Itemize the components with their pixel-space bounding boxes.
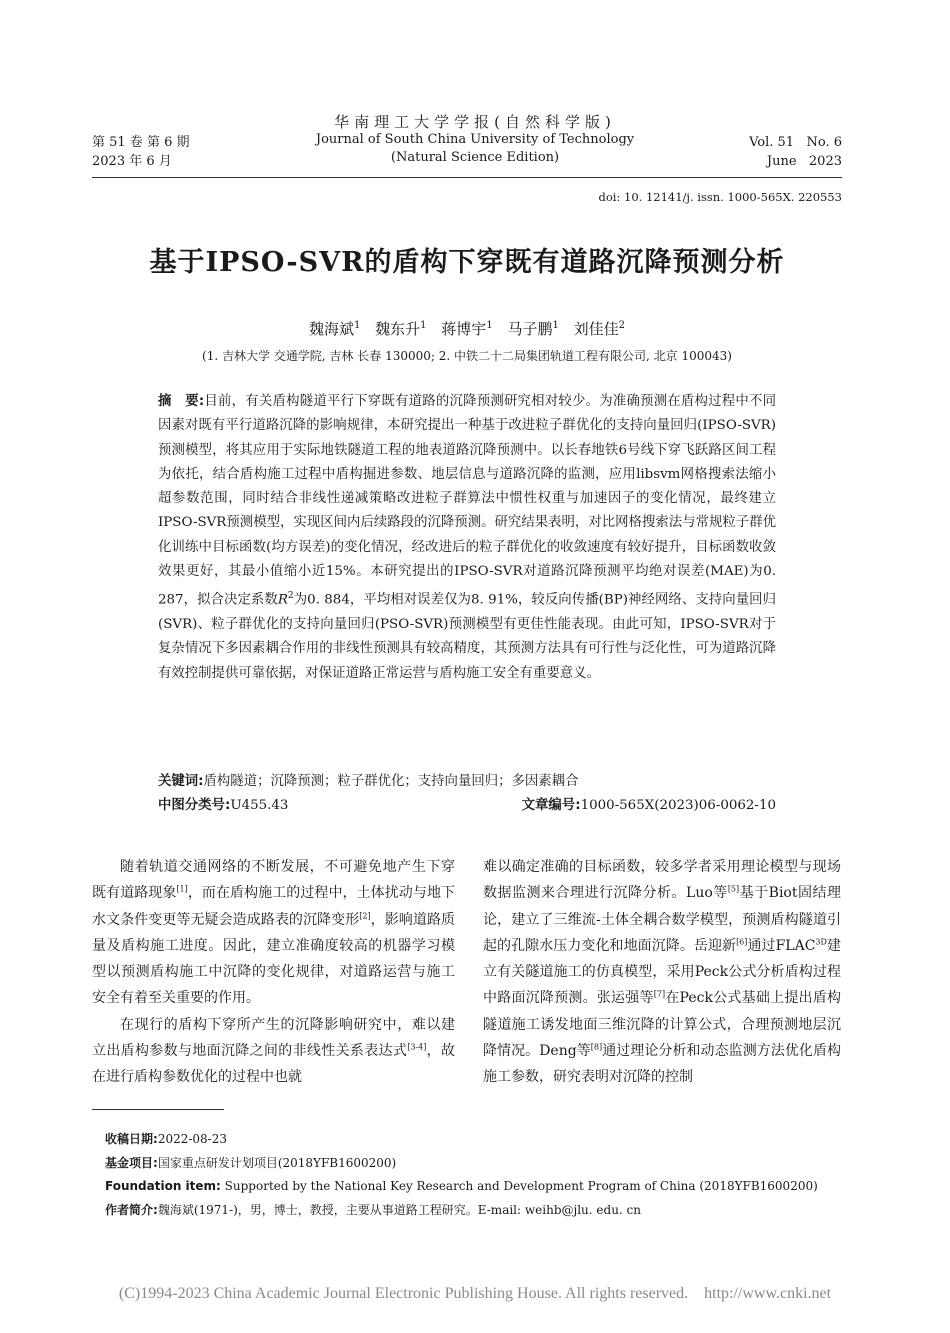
funding-en-label: Foundation item: (105, 1179, 221, 1193)
flac-superscript: 3D (815, 937, 827, 947)
keywords-label: 关键词: (158, 774, 204, 789)
body-text: 建立有关隧道施工的仿真模型，采用Peck公式分析盾构过程中路面沉降预测。张运强等 (483, 937, 841, 1007)
citation-ref[interactable]: [8] (590, 1042, 603, 1052)
abstract-text-continued: 为0. 884，平均相对误差仅为8. 91%，较反向传播(BP)神经网络、支持向量回归(SVR)、粒子群优化的支持向量回归(PSO-SVR)预测模型有更佳性能表现。由此可知，IPSO-SVR对于复杂情况下多因素耦合作用的非线性预测具有较高精度，其预测方法具有可行性与泛化性，可为道路沉降有效控制提供可靠依据，对保证道路正常运营与盾构施工安全有重要意义。 (158, 592, 776, 681)
author-affiliation-mark: 1 (486, 320, 493, 331)
body-text: ，而在盾构施工的过程中，土体扰动与地下水文条件变更等无疑会造成路表的沉降变形 (92, 885, 456, 928)
header-right (749, 133, 842, 171)
author-bio-label: 作者简介: (105, 1202, 158, 1217)
footnotes (105, 1128, 845, 1222)
abstract-text: 目前，有关盾构隧道平行下穿既有道路的沉降预测研究相对较少。为准确预测在盾构过程中不同因素对既有平行道路沉降的影响规律，本研究提出一种基于改进粒子群优化的支持向量回归(IPSO-SVR)预测模型，将其应用于实际地铁隧道工程的地表道路沉降预测中。以长春地铁6号线下穿飞跃路区间工程为依托，结合盾构施工过程中盾构掘进参数、地层信息与道路沉降的监测，应用libsvm网格搜索法缩小超参数范围，同时结合非线性递减策略改进粒子群算法中惯性权重与加速因子的变化情况，最终建立IPSO-SVR预测模型，实现区间内后续路段的沉降预测。研究结果表明，对比网格搜索法与常规粒子群优化训练中目标函数(均方误差)的变化情况，经改进后的粒子群优化的收敛速度有较好提升，目标函数收敛效果更好，其最小值缩小近15%。本研究提出的IPSO-SVR对道路沉降预测平均绝对误差(MAE)为0. 287，拟合决定系数 (158, 394, 776, 608)
journal-name-en: Journal of South China University of Technology (315, 132, 635, 147)
doi[interactable]: doi: 10. 12141/j. issn. 1000-565X. 220553 (598, 190, 842, 204)
clc-label: 中图分类号: (158, 798, 231, 813)
author-bio (105, 1199, 845, 1223)
body-column-left (92, 854, 455, 1091)
volume-issue-en: Vol. 51 No. 6 (749, 135, 842, 150)
paper-title: 基于IPSO-SVR的盾构下穿既有道路沉降预测分析 (149, 247, 785, 278)
body-paragraph (92, 1012, 455, 1091)
author-bio-value: 魏海斌(1971-)，男，博士，教授，主要从事道路工程研究。E-mail: weihb@jlu. edu. cn (157, 1202, 642, 1217)
header-divider (92, 177, 842, 178)
body-text: 随着轨道交通网络的不断发展，不可避免地产生下穿既有道路现象 (92, 859, 455, 902)
body-text: 在Peck公式基础上提出盾构隧道施工诱发地面三维沉降的计算公式，合理预测地层沉降情况。Deng等 (483, 990, 842, 1060)
funding-label: 基金项目: (105, 1155, 158, 1170)
volume-issue-cn: 第 51 卷 第 6 期 (92, 135, 190, 150)
abstract-label: 摘 要: (158, 394, 205, 409)
received-date (105, 1128, 845, 1152)
received-label: 收稿日期: (105, 1132, 158, 1146)
author-name: 魏海斌 (308, 320, 354, 338)
journal-header (220, 113, 730, 167)
body-text: 基于Biot固结理论，建立了三维流-土体全耦合数学模型，预测盾构隧道引起的孔隙水压力变化和地面沉降。岳迎新 (483, 885, 841, 954)
author-affiliation-mark: 1 (552, 320, 559, 331)
classification-line (158, 794, 776, 818)
author-name: 魏东升 (375, 320, 421, 338)
article-number-label: 文章编号: (521, 798, 581, 813)
r2-symbol: R (277, 592, 288, 608)
citation-ref[interactable]: [2] (359, 910, 371, 920)
body-column-right (483, 854, 841, 1091)
author-affiliation-mark: 1 (353, 320, 361, 331)
clc-value: U455.43 (230, 798, 289, 813)
copyright-watermark: (C)1994-2023 China Academic Journal Electronic Publishing House. All rights reserved. http://www.cnki.net (118, 1285, 832, 1302)
body-text: 通过FLAC (747, 937, 816, 954)
abstract (158, 390, 776, 686)
author-affiliation-mark: 2 (618, 320, 626, 331)
body-text: ，故在进行盾构参数优化的过程中也就 (92, 1043, 455, 1086)
body-text: 难以确定准确的目标函数，较多学者采用理论模型与现场数据监测来合理进行沉降分析。Luo等 (483, 859, 841, 902)
author-list (92, 318, 842, 339)
affiliations: (1. 吉林大学 交通学院, 吉林 长春 130000; 2. 中铁二十二局集团轨道工程有限公司, 北京 100043) (202, 349, 732, 363)
received-value: 2022-08-23 (157, 1132, 227, 1146)
r2-exponent: 2 (287, 591, 294, 602)
author-name: 马子鹏 (507, 320, 553, 338)
funding-en-value: Supported by the National Key Research and Development Program of China (2018YFB1600200) (224, 1179, 818, 1193)
article-number (522, 794, 776, 818)
funding (105, 1152, 845, 1176)
citation-ref[interactable]: [1] (176, 884, 188, 894)
date-cn: 2023 年 6 月 (92, 154, 172, 169)
body-text: ，影响道路质量及盾构施工进度。因此，建立准确度较高的机器学习模型以预测盾构施工中沉降的变化规律，对道路运营与施工安全有着至关重要的作用。 (92, 911, 456, 1007)
citation-ref[interactable]: [5] (727, 884, 740, 894)
date-en: June 2023 (766, 154, 842, 169)
funding-en (105, 1175, 845, 1199)
author-name: 蒋博宇 (441, 320, 487, 338)
funding-value: 国家重点研发计划项目(2018YFB1600200) (157, 1155, 397, 1170)
author-affiliation-mark: 1 (420, 320, 427, 331)
header-left (92, 133, 189, 171)
body-text: 通过理论分析和动态监测方法优化盾构施工参数，研究表明对沉降的控制 (483, 1043, 841, 1086)
citation-ref[interactable]: [3-4] (407, 1042, 427, 1052)
journal-edition: (Natural Science Edition) (390, 150, 560, 165)
citation-ref[interactable]: [7] (653, 989, 666, 999)
body-text: 在现行的盾构下穿所产生的沉降影响研究中，难以建立出盾构参数与地面沉降之间的非线性关系表达式 (92, 1016, 455, 1060)
article-number-value: 1000-565X(2023)06-0062-10 (580, 798, 776, 813)
author-name: 刘佳佳 (573, 320, 619, 338)
body-paragraph (483, 854, 841, 1091)
keywords-text: 盾构隧道；沉降预测；粒子群优化；支持向量回归；多因素耦合 (203, 774, 579, 789)
citation-ref[interactable]: [6] (736, 937, 748, 947)
journal-name-cn: 华南理工大学学报(自然科学版) (334, 113, 616, 131)
footnote-divider (92, 1109, 224, 1110)
body-paragraph (92, 854, 455, 1012)
keywords (158, 770, 776, 794)
